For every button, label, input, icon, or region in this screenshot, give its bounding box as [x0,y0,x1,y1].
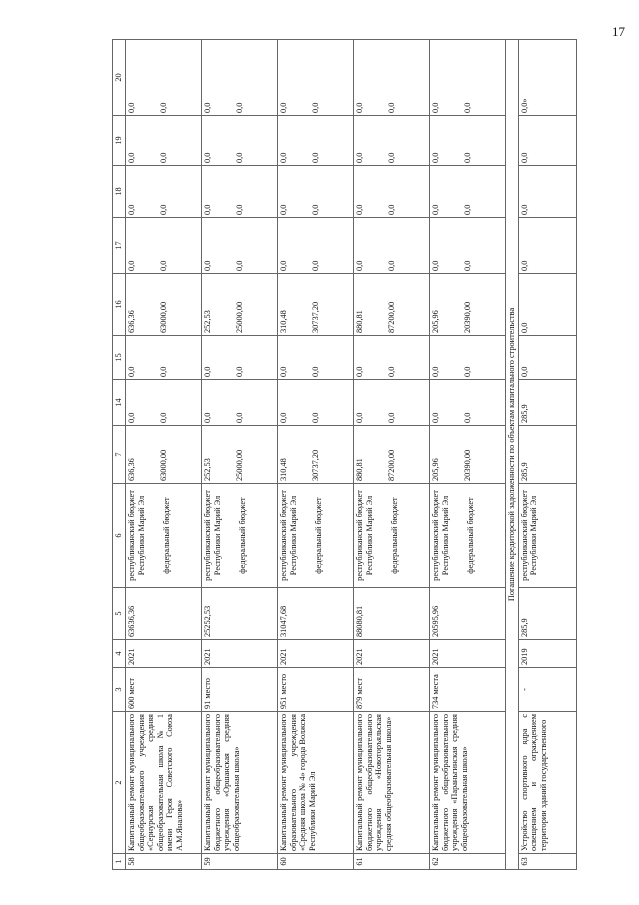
year: 2021 [278,640,354,668]
value-federal: 0,0 [462,366,472,377]
capacity: 734 места [430,668,506,712]
value-federal: 0,0 [462,412,472,423]
source-republican: республиканский бюджет Республики Марий Эл [203,490,222,581]
amount-cell [202,166,278,218]
value-republican: 0,0 [431,102,440,113]
col-header: 16 [113,274,126,336]
amount-cell [354,116,430,166]
total-cost: 88080,81 [354,588,430,640]
value-republican: 0,0 [279,260,288,271]
value-republican: 0,0 [279,102,288,113]
value-republican: 205,96 [431,458,440,481]
col-header: 18 [113,166,126,218]
value-republican: 0,0 [355,204,364,215]
year: 2021 [202,640,278,668]
source-republican: республиканский бюджет Республики Марий Эл [127,490,146,581]
value-republican: 0,0 [127,412,136,423]
amount-cell [126,426,202,484]
value-federal: 0,0 [462,102,472,113]
object-name: Капитальный ремонт муниципального бюджетного общеобразовательного учреждения «Оршанская средняя общеобразовательная школа» [202,712,278,854]
funding-source: республиканский бюджет Республики Марий Эл [518,484,576,588]
amount-cell [518,274,576,336]
capacity: 879 мест [354,668,430,712]
total-cost: 31047,68 [278,588,354,640]
amount-cell [126,380,202,426]
value-republican: 0,0 [279,366,288,377]
value-republican: 310,48 [279,310,288,333]
value-republican: 285,9 [519,404,529,423]
source-federal: федеральный бюджет [390,497,400,574]
amount-cell [518,380,576,426]
amount-cell [430,218,506,274]
value-federal: 0,0 [234,102,244,113]
year: 2021 [430,640,506,668]
value-republican: 0,0 [355,152,364,163]
capacity: - [518,668,576,712]
value-federal: 0,0 [158,260,168,271]
value-republican: 0,0 [519,152,529,163]
capacity: 600 мест [126,668,202,712]
total-cost: 25252,53 [202,588,278,640]
table-row [126,40,202,870]
year: 2021 [354,640,430,668]
value-republican: 0,0 [203,152,212,163]
amount-cell [354,40,430,116]
table-row [518,40,576,870]
amount-cell [126,218,202,274]
value-republican: 0,0 [279,412,288,423]
value-republican: 880,81 [355,310,364,333]
value-federal: 20390,00 [462,301,472,333]
amount-cell [278,274,354,336]
column-header-row [113,40,126,870]
amount-cell [430,336,506,380]
source-republican: республиканский бюджет Республики Марий Эл [279,490,298,581]
value-federal: 0,0 [310,152,320,163]
col-header: 5 [113,588,126,640]
amount-cell [278,380,354,426]
value-republican: 205,96 [431,310,440,333]
value-republican: 0,0 [355,366,364,377]
row-number: 58 [126,854,202,870]
amount-cell [354,426,430,484]
value-federal: 0,0 [386,102,396,113]
capacity: 91 место [202,668,278,712]
amount-cell [278,426,354,484]
table-row [430,40,506,870]
source-republican: республиканский бюджет Республики Марий Эл [355,490,374,581]
year: 2021 [126,640,202,668]
total-cost: 285,9 [518,588,576,640]
value-federal: 0,0 [158,152,168,163]
budget-table [112,39,577,870]
row-number: 60 [278,854,354,870]
row-number: 62 [430,854,506,870]
amount-cell [518,336,576,380]
amount-cell [354,166,430,218]
value-federal: 0,0 [386,260,396,271]
amount-cell [354,274,430,336]
value-republican: 0,0 [127,366,136,377]
value-republican: 0,0 [519,366,529,377]
object-name: Капитальный ремонт муниципального образовательного учреждения «Средняя школа № 4» города Волжска Республики Марий Эл [278,712,354,854]
value-federal: 0,0 [310,412,320,423]
value-republican: 880,81 [355,458,364,481]
value-republican: 636,36 [127,310,136,333]
amount-cell [518,426,576,484]
object-name: Капитальный ремонт муниципального общеобразовательного учреждения «Сернурская средняя общеобразовательная школа № 1 имени Героя Советского Союза А.М.Яналова» [126,712,202,854]
table-row [354,40,430,870]
value-federal: 30737,20 [310,301,320,333]
value-federal: 0,0 [310,366,320,377]
col-header: 7 [113,426,126,484]
rotated-table-container [112,40,592,870]
row-number: 59 [202,854,278,870]
value-federal: 0,0 [386,412,396,423]
value-republican: 0,0 [127,102,136,113]
col-header: 15 [113,336,126,380]
value-republican: 0,0 [519,260,529,271]
row-number: 63 [518,854,576,870]
value-republican: 0,0 [203,260,212,271]
value-republican: 0,0 [203,366,212,377]
amount-cell [126,274,202,336]
amount-cell [430,426,506,484]
col-header: 17 [113,218,126,274]
total-cost: 20595,96 [430,588,506,640]
value-federal: 0,0 [234,204,244,215]
value-federal: 20390,00 [462,449,472,481]
value-federal: 63000,00 [158,301,168,333]
value-republican: 0,0 [431,152,440,163]
object-name: Устройство спортивного ядра с освещением и ограждением территории зданий государственного [518,712,576,854]
amount-cell [354,336,430,380]
col-header: 1 [113,854,126,870]
amount-cell [278,218,354,274]
value-federal: 87200,00 [386,301,396,333]
amount-cell [202,274,278,336]
amount-cell [278,166,354,218]
capacity: 951 место [278,668,354,712]
value-federal: 0,0 [234,152,244,163]
value-federal: 0,0 [234,412,244,423]
amount-cell [278,116,354,166]
value-federal: 0,0 [158,366,168,377]
amount-cell [126,116,202,166]
value-republican: 0,0 [203,102,212,113]
amount-cell [126,166,202,218]
value-federal: 25000,00 [234,301,244,333]
value-republican: 0,0 [519,322,529,333]
value-republican: 0,0 [203,412,212,423]
amount-cell [126,40,202,116]
value-federal: 0,0 [462,260,472,271]
amount-cell [354,380,430,426]
amount-cell [430,166,506,218]
amount-cell [430,40,506,116]
amount-cell [518,218,576,274]
value-federal: 0,0 [310,204,320,215]
amount-cell [126,336,202,380]
source-federal: федеральный бюджет [162,497,172,574]
col-header: 6 [113,484,126,588]
col-header: 14 [113,380,126,426]
table-row [278,40,354,870]
amount-cell [430,380,506,426]
value-republican: 0,0 [355,412,364,423]
col-header: 4 [113,640,126,668]
value-republican: 0,0 [203,204,212,215]
value-republican: 0,0 [127,152,136,163]
value-republican: 310,48 [279,458,288,481]
value-republican: 0,0 [127,204,136,215]
value-republican: 0,0 [519,204,529,215]
value-republican: 0,0 [355,102,364,113]
value-federal: 0,0 [234,366,244,377]
amount-cell [278,336,354,380]
row-number: 61 [354,854,430,870]
col-header: 19 [113,116,126,166]
value-federal: 0,0 [158,412,168,423]
object-name: Капитальный ремонт муниципального бюджетного общеобразовательного учреждения «Параньгинская средняя общеобразовательная школа» [430,712,506,854]
value-federal: 0,0 [158,102,168,113]
value-republican: 636,36 [127,458,136,481]
value-republican: 0,0 [431,260,440,271]
year: 2019 [518,640,576,668]
amount-cell [354,218,430,274]
object-name: Капитальный ремонт муниципального бюджетного общеобразовательного учреждения «Новоторъяльская средняя общеобразовательная школа» [354,712,430,854]
value-republican: 0,0 [431,204,440,215]
section-row [506,40,519,870]
value-republican: 0,0 [355,260,364,271]
value-republican: 0,0 [431,366,440,377]
value-federal: 0,0 [310,260,320,271]
value-federal: 0,0 [386,366,396,377]
value-federal: 0,0 [234,260,244,271]
value-federal: 30737,20 [310,449,320,481]
amount-cell [202,336,278,380]
value-federal: 25000,00 [234,449,244,481]
source-republican: республиканский бюджет Республики Марий Эл [431,490,450,581]
source-federal: федеральный бюджет [238,497,248,574]
table-body [126,40,577,870]
value-republican: 0,0 [279,152,288,163]
value-federal: 0,0 [462,152,472,163]
col-header: 20 [113,40,126,116]
funding-source [354,484,430,588]
amount-cell [202,426,278,484]
funding-source [430,484,506,588]
table-row [202,40,278,870]
value-republican: 252,53 [203,310,212,333]
amount-cell [430,274,506,336]
source-federal: федеральный бюджет [466,497,476,574]
section-label: Погашение кредиторской задолженности по объектам капитального строительства [506,40,519,870]
col-header: 2 [113,712,126,854]
amount-cell [518,40,576,116]
page-number: 17 [612,24,625,39]
amount-cell [430,116,506,166]
value-federal: 63000,00 [158,449,168,481]
value-federal: 0,0 [386,152,396,163]
source-federal: федеральный бюджет [314,497,324,574]
amount-cell [202,116,278,166]
value-republican: 0,0 [431,412,440,423]
value-federal: 0,0 [462,204,472,215]
value-federal: 0,0 [158,204,168,215]
amount-cell [202,40,278,116]
amount-cell [278,40,354,116]
total-cost: 63636,36 [126,588,202,640]
amount-cell [518,166,576,218]
value-republican: 0,0» [519,98,529,113]
funding-source [278,484,354,588]
funding-source [126,484,202,588]
funding-source [202,484,278,588]
value-republican: 285,9 [519,462,529,481]
value-federal: 87200,00 [386,449,396,481]
amount-cell [202,380,278,426]
amount-cell [202,218,278,274]
value-republican: 0,0 [127,260,136,271]
value-federal: 0,0 [310,102,320,113]
amount-cell [518,116,576,166]
value-republican: 252,53 [203,458,212,481]
value-federal: 0,0 [386,204,396,215]
col-header: 3 [113,668,126,712]
value-republican: 0,0 [279,204,288,215]
